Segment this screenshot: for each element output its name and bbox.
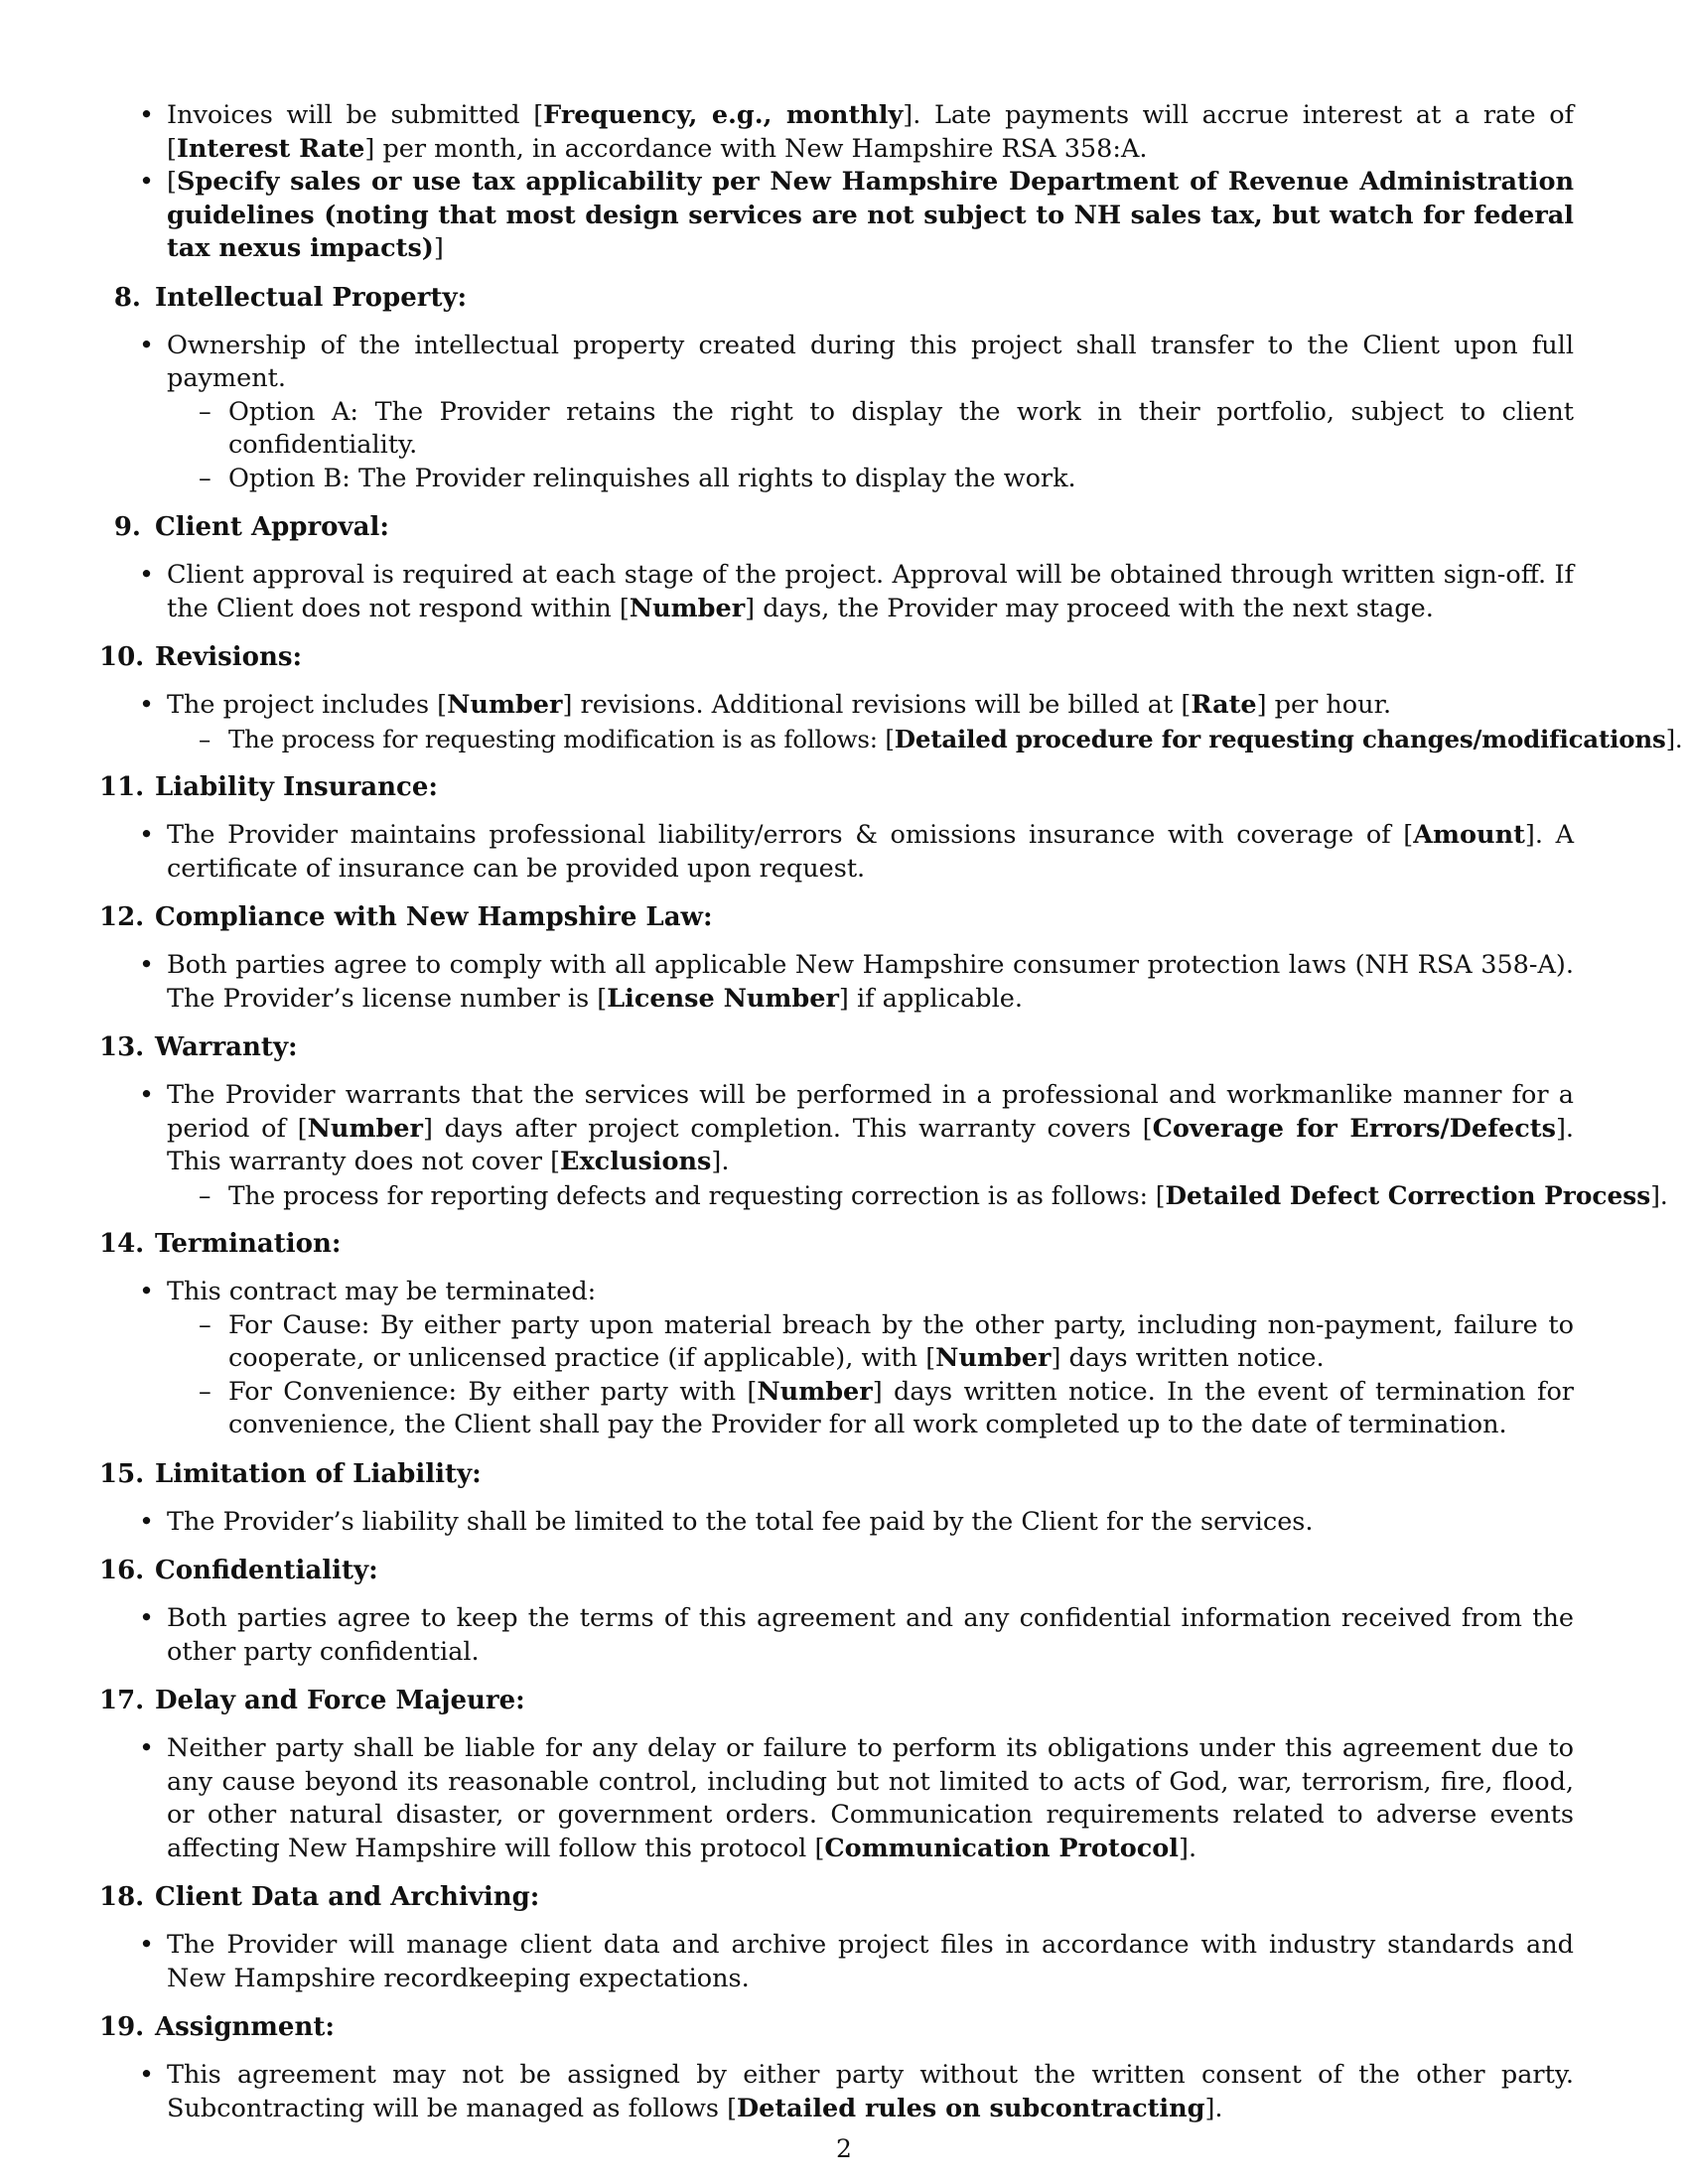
section-number: 18. [99, 1882, 145, 1912]
section-number: 16. [99, 1556, 145, 1585]
list-item: • Neither party shall be liable for any delay or failure to perform its obligations under this agreement due to any cause beyond its reasonable control, including but not limited to acts of God, war, terrorism, fire, flood, or other natural disaster, or government orders. Communication requirements related to adverse events affecting New Hampshire will follow this protocol [Communication Protocol]. [167, 1732, 1574, 1865]
section-title: Warranty: [155, 1032, 298, 1062]
section-title: Termination: [155, 1229, 342, 1259]
section-heading-11 [99, 770, 1589, 804]
sub-item: – Option A: The Provider retains the right to display the work in their portfolio, subject to client confidentiality. [228, 396, 1574, 463]
sub-item: – The process for reporting defects and requesting correction is as follows: [Detailed Defect Correction Process]. [228, 1179, 1574, 1213]
list-item: • This agreement may not be assigned by either party without the written consent of the other party. Subcontracting will be managed as follows [Detailed rules on subcontracting]. [167, 2059, 1574, 2125]
sub-item: – For Cause: By either party upon material breach by the other party, including non-payment, failure to cooperate, or unlicensed practice (if applicable), with [Number] days written notice. [228, 1309, 1574, 1376]
section-title: Limitation of Liability: [155, 1458, 482, 1489]
section-heading-18 [99, 1880, 1589, 1914]
sub-item: – For Convenience: By either party with [Number] days written notice. In the event of termination for convenience, the Client shall pay the Provider for all work completed up to the date of termination. [228, 1376, 1574, 1442]
section-heading-13 [99, 1030, 1589, 1064]
document-content [99, 99, 1683, 2125]
section-title: Revisions: [155, 642, 303, 672]
section-number: 11. [99, 772, 145, 802]
section-title: Client Approval: [155, 512, 389, 542]
section-heading-9 [99, 510, 1589, 544]
sub-item: – Option B: The Provider relinquishes all rights to display the work. [228, 463, 1574, 496]
section-number: 17. [99, 1686, 145, 1715]
page-number: 2 [836, 2134, 852, 2163]
section-number: 15. [99, 1458, 145, 1489]
section-title: Liability Insurance: [155, 772, 439, 802]
section-title: Confidentiality: [155, 1556, 378, 1585]
section-heading-15 [99, 1457, 1589, 1491]
section-title: Client Data and Archiving: [155, 1882, 540, 1912]
section-number: 13. [99, 1032, 145, 1062]
section-heading-12 [99, 900, 1589, 934]
list-item: • The Provider warrants that the services will be performed in a professional and workmanlike manner for a period of [Number] days after project completion. This warranty covers [Coverage for Errors/Defects]. This warranty does not cover [Exclusions]. [167, 1079, 1574, 1179]
list-item: • Both parties agree to keep the terms of this agreement and any confidential information received from the other party confidential. [167, 1602, 1574, 1669]
section-title: Assignment: [155, 2012, 335, 2042]
section-number: 10. [99, 642, 145, 672]
sub-item: – The process for requesting modification is as follows: [Detailed procedure for requesting changes/modifications]. [228, 723, 1678, 756]
tax-bullet: • [Specify sales or use tax applicability per New Hampshire Department of Revenue Administration guidelines (noting that most design services are not subject to NH sales tax, but watch for federal tax nexus impacts)] [167, 166, 1574, 266]
section-heading-14 [99, 1227, 1589, 1261]
section-heading-17 [99, 1684, 1589, 1717]
list-item: • The Provider’s liability shall be limited to the total fee paid by the Client for the services. [167, 1506, 1574, 1540]
section-heading-16 [99, 1554, 1589, 1587]
list-item: • Ownership of the intellectual property created during this project shall transfer to the Client upon full payment. [167, 330, 1574, 396]
section-number: 8. [113, 282, 141, 313]
section-number: 12. [99, 902, 145, 932]
list-item: • This contract may be terminated: [167, 1276, 1574, 1309]
section-title: Compliance with New Hampshire Law: [155, 902, 713, 932]
section-title: Delay and Force Majeure: [155, 1686, 525, 1715]
list-item: • The Provider will manage client data and archive project files in accordance with industry standards and New Hampshire recordkeeping expectations. [167, 1929, 1574, 1995]
invoice-bullet: • Invoices will be submitted [Frequency, e.g., monthly]. Late payments will accrue interest at a rate of [Interest Rate] per month, in accordance with New Hampshire RSA 358:A. [167, 99, 1574, 166]
list-item: • The Provider maintains professional liability/errors & omissions insurance with coverage of [Amount]. A certificate of insurance can be provided upon request. [167, 819, 1574, 886]
section-heading-10 [99, 640, 1589, 674]
section-number: 19. [99, 2012, 145, 2042]
section-heading-19 [99, 2010, 1589, 2044]
section-heading-8 [99, 281, 1589, 315]
section-number: 9. [113, 512, 141, 542]
list-item: • The project includes [Number] revisions. Additional revisions will be billed at [Rate] per hour. [167, 689, 1574, 723]
list-item: • Both parties agree to comply with all applicable New Hampshire consumer protection laws (NH RSA 358-A). The Provider’s license number is [License Number] if applicable. [167, 949, 1574, 1016]
section-number: 14. [99, 1229, 145, 1259]
section-title: Intellectual Property: [155, 282, 468, 313]
list-item: • Client approval is required at each stage of the project. Approval will be obtained through written sign-off. If the Client does not respond within [Number] days, the Provider may proceed with the next stage. [167, 559, 1574, 625]
